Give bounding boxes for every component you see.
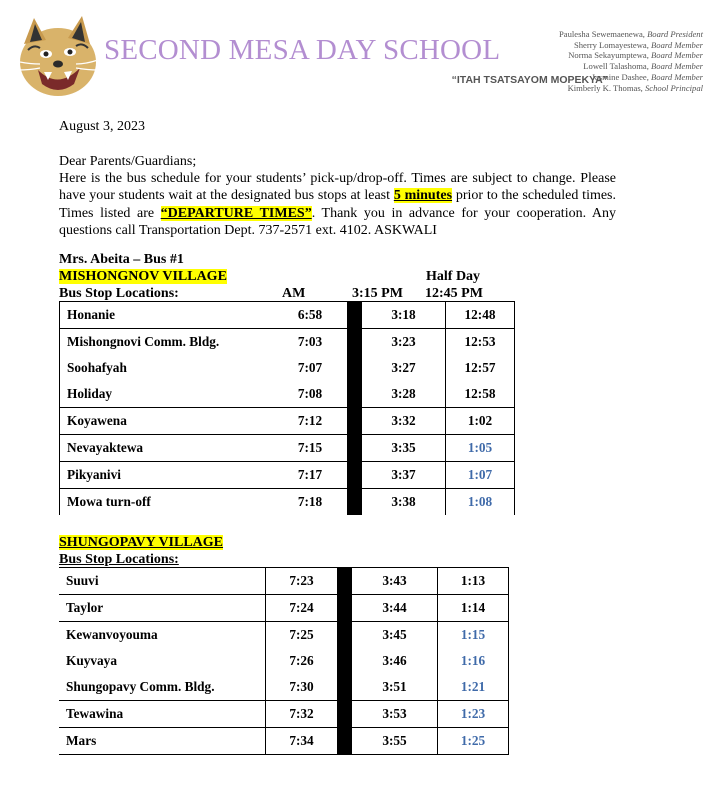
board-list — [559, 29, 703, 93]
divider-bar — [347, 462, 362, 489]
half-day-time: 1:25 — [438, 728, 509, 755]
am-time: 7:26 — [289, 653, 314, 668]
stops-label-2: Bus Stop Locations: — [59, 552, 179, 567]
pm-time: 3:45 — [352, 622, 438, 649]
am-time: 7:12 — [273, 408, 347, 435]
am-time: 7:30 — [266, 674, 338, 701]
pm-time: 3:28 — [362, 381, 446, 408]
col-pm: 3:15 PM — [352, 286, 403, 301]
half-day-time: 12:48 — [446, 302, 515, 329]
stop-name: Mars — [59, 728, 266, 755]
divider-bar — [337, 595, 352, 622]
half-day-time: 1:13 — [438, 568, 509, 595]
pm-time: 3:27 — [362, 355, 446, 381]
half-day-time: 1:02 — [446, 408, 515, 435]
am-time: 7:07 — [297, 360, 323, 375]
bus-driver: Mrs. Abeita – Bus #1 — [59, 252, 184, 267]
letter-date: August 3, 2023 — [59, 119, 145, 134]
stop-name: Koyawena — [60, 408, 274, 435]
am-time: 7:17 — [273, 462, 347, 489]
board-member: Sherry Lomayestewa, Board Member — [573, 39, 703, 50]
table-row — [59, 568, 509, 595]
table-row — [60, 435, 515, 462]
pm-time: 3:37 — [362, 462, 446, 489]
am-time: 7:08 — [273, 381, 347, 408]
stop-name: Mowa turn-off — [60, 489, 274, 516]
board-member: Jasmine Dashee, Board Member — [591, 71, 703, 82]
pm-time: 3:23 — [362, 329, 446, 356]
col-am: AM — [282, 286, 306, 301]
col-half: 12:45 PM — [425, 286, 483, 301]
half-day-time: 12:58 — [446, 381, 515, 408]
am-time: 7:32 — [266, 701, 338, 728]
board-member: Kimberly K. Thomas, School Principal — [567, 82, 703, 93]
village-title-mishongnovi: MISHONGNOV VILLAGE — [59, 269, 227, 284]
stop-name: Tewawina — [59, 701, 266, 728]
half-day-time: 1:15 — [438, 622, 509, 649]
am-time: 7:18 — [297, 494, 323, 509]
divider-bar — [347, 302, 362, 329]
divider-bar — [337, 701, 352, 728]
half-day-time: 1:21 — [438, 674, 509, 701]
salutation: Dear Parents/Guardians; — [59, 154, 197, 169]
schedule-table-mishongnovi — [59, 301, 515, 515]
pm-time: 3:55 — [352, 728, 438, 755]
divider-bar — [347, 381, 362, 408]
half-day-time: 1:23 — [438, 701, 509, 728]
am-time: 7:23 — [266, 568, 338, 595]
stop-name: Kuyvaya — [59, 648, 266, 674]
board-member: Paulesha Sewemaenewa, Board President — [559, 29, 703, 39]
half-day-time: 1:07 — [446, 462, 515, 489]
half-day-time: 1:14 — [438, 595, 509, 622]
pm-time: 3:35 — [362, 435, 446, 462]
half-day-time: 1:08 — [446, 489, 515, 516]
school-name: SECOND MESA DAY SCHOOL — [104, 34, 501, 66]
divider-bar — [337, 728, 352, 755]
divider-bar — [337, 674, 352, 701]
half-day-label: Half Day — [426, 269, 481, 284]
divider-bar — [347, 489, 362, 516]
table-row — [59, 622, 509, 649]
table-row — [60, 302, 515, 329]
table-row — [60, 408, 515, 435]
pm-time: 3:44 — [352, 595, 438, 622]
stop-name: Soohafyah — [60, 355, 274, 381]
stop-name: Suuvi — [59, 568, 266, 595]
am-time: 7:24 — [266, 595, 338, 622]
am-time: 7:34 — [266, 728, 338, 755]
table-row — [59, 674, 509, 701]
board-member: Norma Sekayumptewa, Board Member — [568, 50, 703, 61]
divider-bar — [347, 329, 362, 356]
school-motto: “ITAH TSATSAYOM MOPEKYA” — [451, 74, 608, 86]
pm-time: 3:46 — [352, 648, 438, 674]
am-time: 6:58 — [273, 302, 347, 329]
pm-time: 3:18 — [362, 302, 446, 329]
divider-bar — [347, 435, 362, 462]
pm-time: 3:51 — [352, 674, 438, 701]
stop-name: Holiday — [60, 381, 274, 408]
letter-body — [59, 153, 616, 239]
village-title-shungopavy: SHUNGOPAVY VILLAGE — [59, 535, 224, 550]
stop-name: Nevayaktewa — [60, 435, 274, 462]
divider-bar — [347, 355, 362, 381]
stop-name: Taylor — [59, 595, 266, 622]
table-row — [60, 462, 515, 489]
pm-time: 3:38 — [362, 489, 446, 516]
table-row — [60, 489, 515, 516]
pm-time: 3:32 — [362, 408, 446, 435]
stop-name: Shungopavy Comm. Bldg. — [59, 674, 266, 701]
divider-bar — [337, 568, 352, 595]
divider-bar — [337, 648, 352, 674]
board-member: Lowell Talashoma, Board Member — [583, 61, 703, 72]
stop-name: Kewanvoyouma — [59, 622, 266, 649]
table-row — [59, 728, 509, 755]
letter-paragraph: Here is the bus schedule for your students’ pick-up/drop-off. Times are subject to change. Please have your students wait at the designated bus stops at least 5 minutes prior to the scheduled times. Times listed are “DEPARTURE TIMES”. Thank you in advance for your cooperation. Any questions call Transportation Dept. 737-2571 ext. 4102. ASKWALI — [59, 171, 617, 238]
stop-name: Honanie — [60, 302, 274, 329]
am-time: 7:15 — [273, 435, 347, 462]
divider-bar — [337, 622, 352, 649]
half-day-time: 12:53 — [446, 329, 515, 356]
pm-time: 3:53 — [352, 701, 438, 728]
pm-time: 3:43 — [352, 568, 438, 595]
am-time: 7:03 — [297, 334, 323, 349]
half-day-time: 1:05 — [446, 435, 515, 462]
table-row — [59, 648, 509, 674]
half-day-time: 12:57 — [446, 355, 515, 381]
bobcat-logo — [10, 14, 102, 100]
stop-name: Pikyanivi — [60, 462, 274, 489]
half-day-time: 1:16 — [438, 648, 509, 674]
stop-name: Mishongnovi Comm. Bldg. — [60, 329, 274, 356]
divider-bar — [347, 408, 362, 435]
table-row — [59, 595, 509, 622]
schedule-table-shungopavy — [59, 567, 509, 755]
wait-highlight: 5 minutes — [393, 188, 453, 204]
table-row — [59, 701, 509, 728]
stops-label: Bus Stop Locations: — [59, 286, 179, 301]
table-row — [60, 355, 515, 381]
table-row — [60, 329, 515, 356]
am-time: 7:25 — [289, 627, 314, 642]
table-row — [60, 381, 515, 408]
departure-highlight: “DEPARTURE TIMES” — [160, 205, 312, 221]
